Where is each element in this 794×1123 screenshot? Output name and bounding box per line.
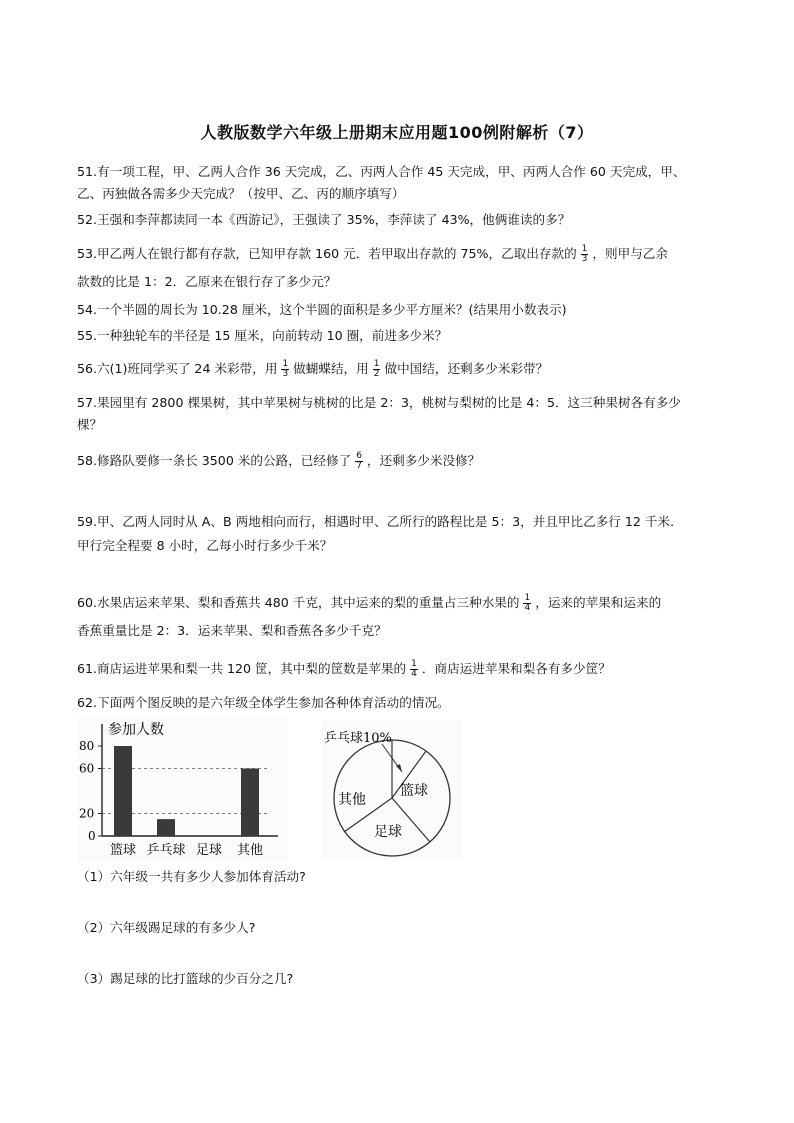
fraction-denominator: 4 — [524, 603, 531, 613]
problem-61 — [77, 658, 727, 680]
problem-58-text-a: 58.修路队要修一条长 3500 米的公路，已经修了 — [77, 453, 352, 468]
problem-58-text-b: ，还剩多少米没修？ — [366, 453, 481, 468]
fraction-denominator: 3 — [282, 369, 289, 379]
problem-61-text-a: 61.商店运进苹果和梨一共 120 筐，其中梨的筐数是苹果的 — [77, 661, 407, 676]
problem-56-text-c: 做中国结，还剩多少米彩带？ — [384, 361, 549, 376]
problem-60-text-b: ，运来的苹果和运来的 — [535, 595, 662, 610]
question-1: （1）六年级一共有多少人参加体育活动? — [77, 869, 306, 884]
fraction — [373, 360, 381, 379]
fraction-denominator: 2 — [373, 369, 380, 379]
problem-56-text-a: 56.六(1)班同学买了 24 米彩带，用 — [77, 361, 278, 376]
bar — [241, 769, 259, 837]
page-title: 人教版数学六年级上册期末应用题100例附解析（7） — [200, 123, 594, 142]
problem-60-text-a: 60.水果店运来苹果、梨和香蕉共 480 千克，其中运来的梨的重量占三种水果的 — [77, 595, 520, 610]
fraction-denominator: 3 — [581, 254, 588, 264]
y-axis-label: 参加人数 — [108, 722, 164, 738]
x-tick-label: 足球 — [195, 843, 223, 858]
bar — [157, 819, 175, 836]
problem-53-text-a: 53.甲乙两人在银行都有存款，已知甲存款 160 元．若甲取出存款的 75%，乙取出存款的 — [77, 246, 577, 261]
x-tick-label: 其他 — [236, 843, 264, 858]
y-tick-label: 80 — [79, 739, 95, 753]
problem-51-line2: 乙、丙独做各需多少天完成？（按甲、乙、丙的顺序填写） — [77, 186, 405, 201]
bar-chart — [78, 716, 288, 862]
problem-61-text-b: ．商店运进苹果和梨各有多少筐？ — [421, 661, 611, 676]
fraction-numerator: 1 — [282, 359, 289, 369]
question-2: （2）六年级踢足球的有多少人? — [77, 920, 256, 935]
y-tick-label: 20 — [79, 806, 95, 821]
fraction-numerator: 1 — [581, 244, 588, 254]
problem-53-line2: 款数的比是 1：2．乙原来在银行存了多少元？ — [77, 274, 337, 289]
problem-54: 54.一个半圆的周长为 10.28 厘米，这个半圆的面积是多少平方厘米？(结果用小数表示) — [77, 302, 567, 317]
problem-51-line1: 51.有一项工程，甲、乙两人合作 36 天完成，乙、丙两人合作 45 天完成，甲、丙两人合作 60 天完成，甲、 — [77, 164, 686, 179]
problem-57-line1: 57.果园里有 2800 棵果树，其中苹果树与桃树的比是 2：3，桃树与梨树的比是 4：5．这三种果树各有多少 — [77, 395, 681, 410]
fraction — [355, 452, 363, 471]
pie-label-other: 其他 — [338, 792, 366, 808]
x-tick-label: 篮球 — [109, 843, 137, 858]
problem-56-text-b: 做蝴蝶结，用 — [293, 361, 369, 376]
problem-58 — [77, 450, 727, 472]
problem-51 — [77, 161, 727, 205]
fraction — [281, 360, 289, 379]
fraction — [581, 245, 589, 264]
fraction-denominator: 7 — [356, 461, 362, 471]
fraction-numerator: 1 — [524, 593, 531, 603]
fraction — [523, 594, 531, 613]
bar — [114, 746, 132, 836]
problem-59 — [77, 511, 727, 557]
problem-53-text-b: ，则甲与乙余 — [592, 246, 668, 261]
pie-label-football: 足球 — [374, 824, 402, 840]
fraction-denominator: 4 — [411, 669, 417, 679]
problem-55: 55.一种独轮车的半径是 15 厘米，向前转动 10 圈，前进多少米？ — [77, 328, 448, 343]
pie-chart — [322, 720, 462, 860]
problem-57 — [77, 392, 727, 436]
problem-57-line2: 棵？ — [77, 417, 103, 432]
problem-56 — [77, 358, 727, 380]
fraction-numerator: 6 — [356, 451, 362, 461]
problem-62: 62.下面两个图反映的是六年级全体学生参加各种体育活动的情况。 — [77, 695, 450, 710]
problem-52: 52.王强和李萍都读同一本《西游记》，王强读了 35%，李萍读了 43%，他俩谁读的多？ — [77, 212, 571, 227]
problem-60-line1 — [77, 592, 727, 614]
problem-59-line2: 甲行完全程要 8 小时，乙每小时行多少千米？ — [77, 538, 333, 553]
fraction — [410, 660, 418, 679]
y-tick-label: 60 — [79, 761, 95, 776]
problem-53 — [77, 243, 727, 293]
fraction-numerator: 1 — [373, 359, 380, 369]
problem-53-line1 — [77, 243, 727, 265]
pie-label-basketball: 篮球 — [400, 783, 428, 799]
problem-60 — [77, 592, 727, 642]
y-tick-label: 0 — [88, 829, 96, 843]
problem-59-line1: 59.甲、乙两人同时从 A、B 两地相向而行，相遇时甲、乙所行的路程比是 5：3，并且甲比乙多行 12 千米． — [77, 514, 683, 529]
pie-label-pingpong: 乒乓球10% — [324, 731, 392, 746]
problem-60-line2: 香蕉重量比是 2：3．运来苹果、梨和香蕉各多少千克？ — [77, 623, 387, 638]
question-3: （3）踢足球的比打篮球的少百分之几? — [77, 971, 294, 986]
fraction-numerator: 1 — [411, 659, 417, 669]
x-tick-label: 乒乓球 — [146, 843, 186, 858]
